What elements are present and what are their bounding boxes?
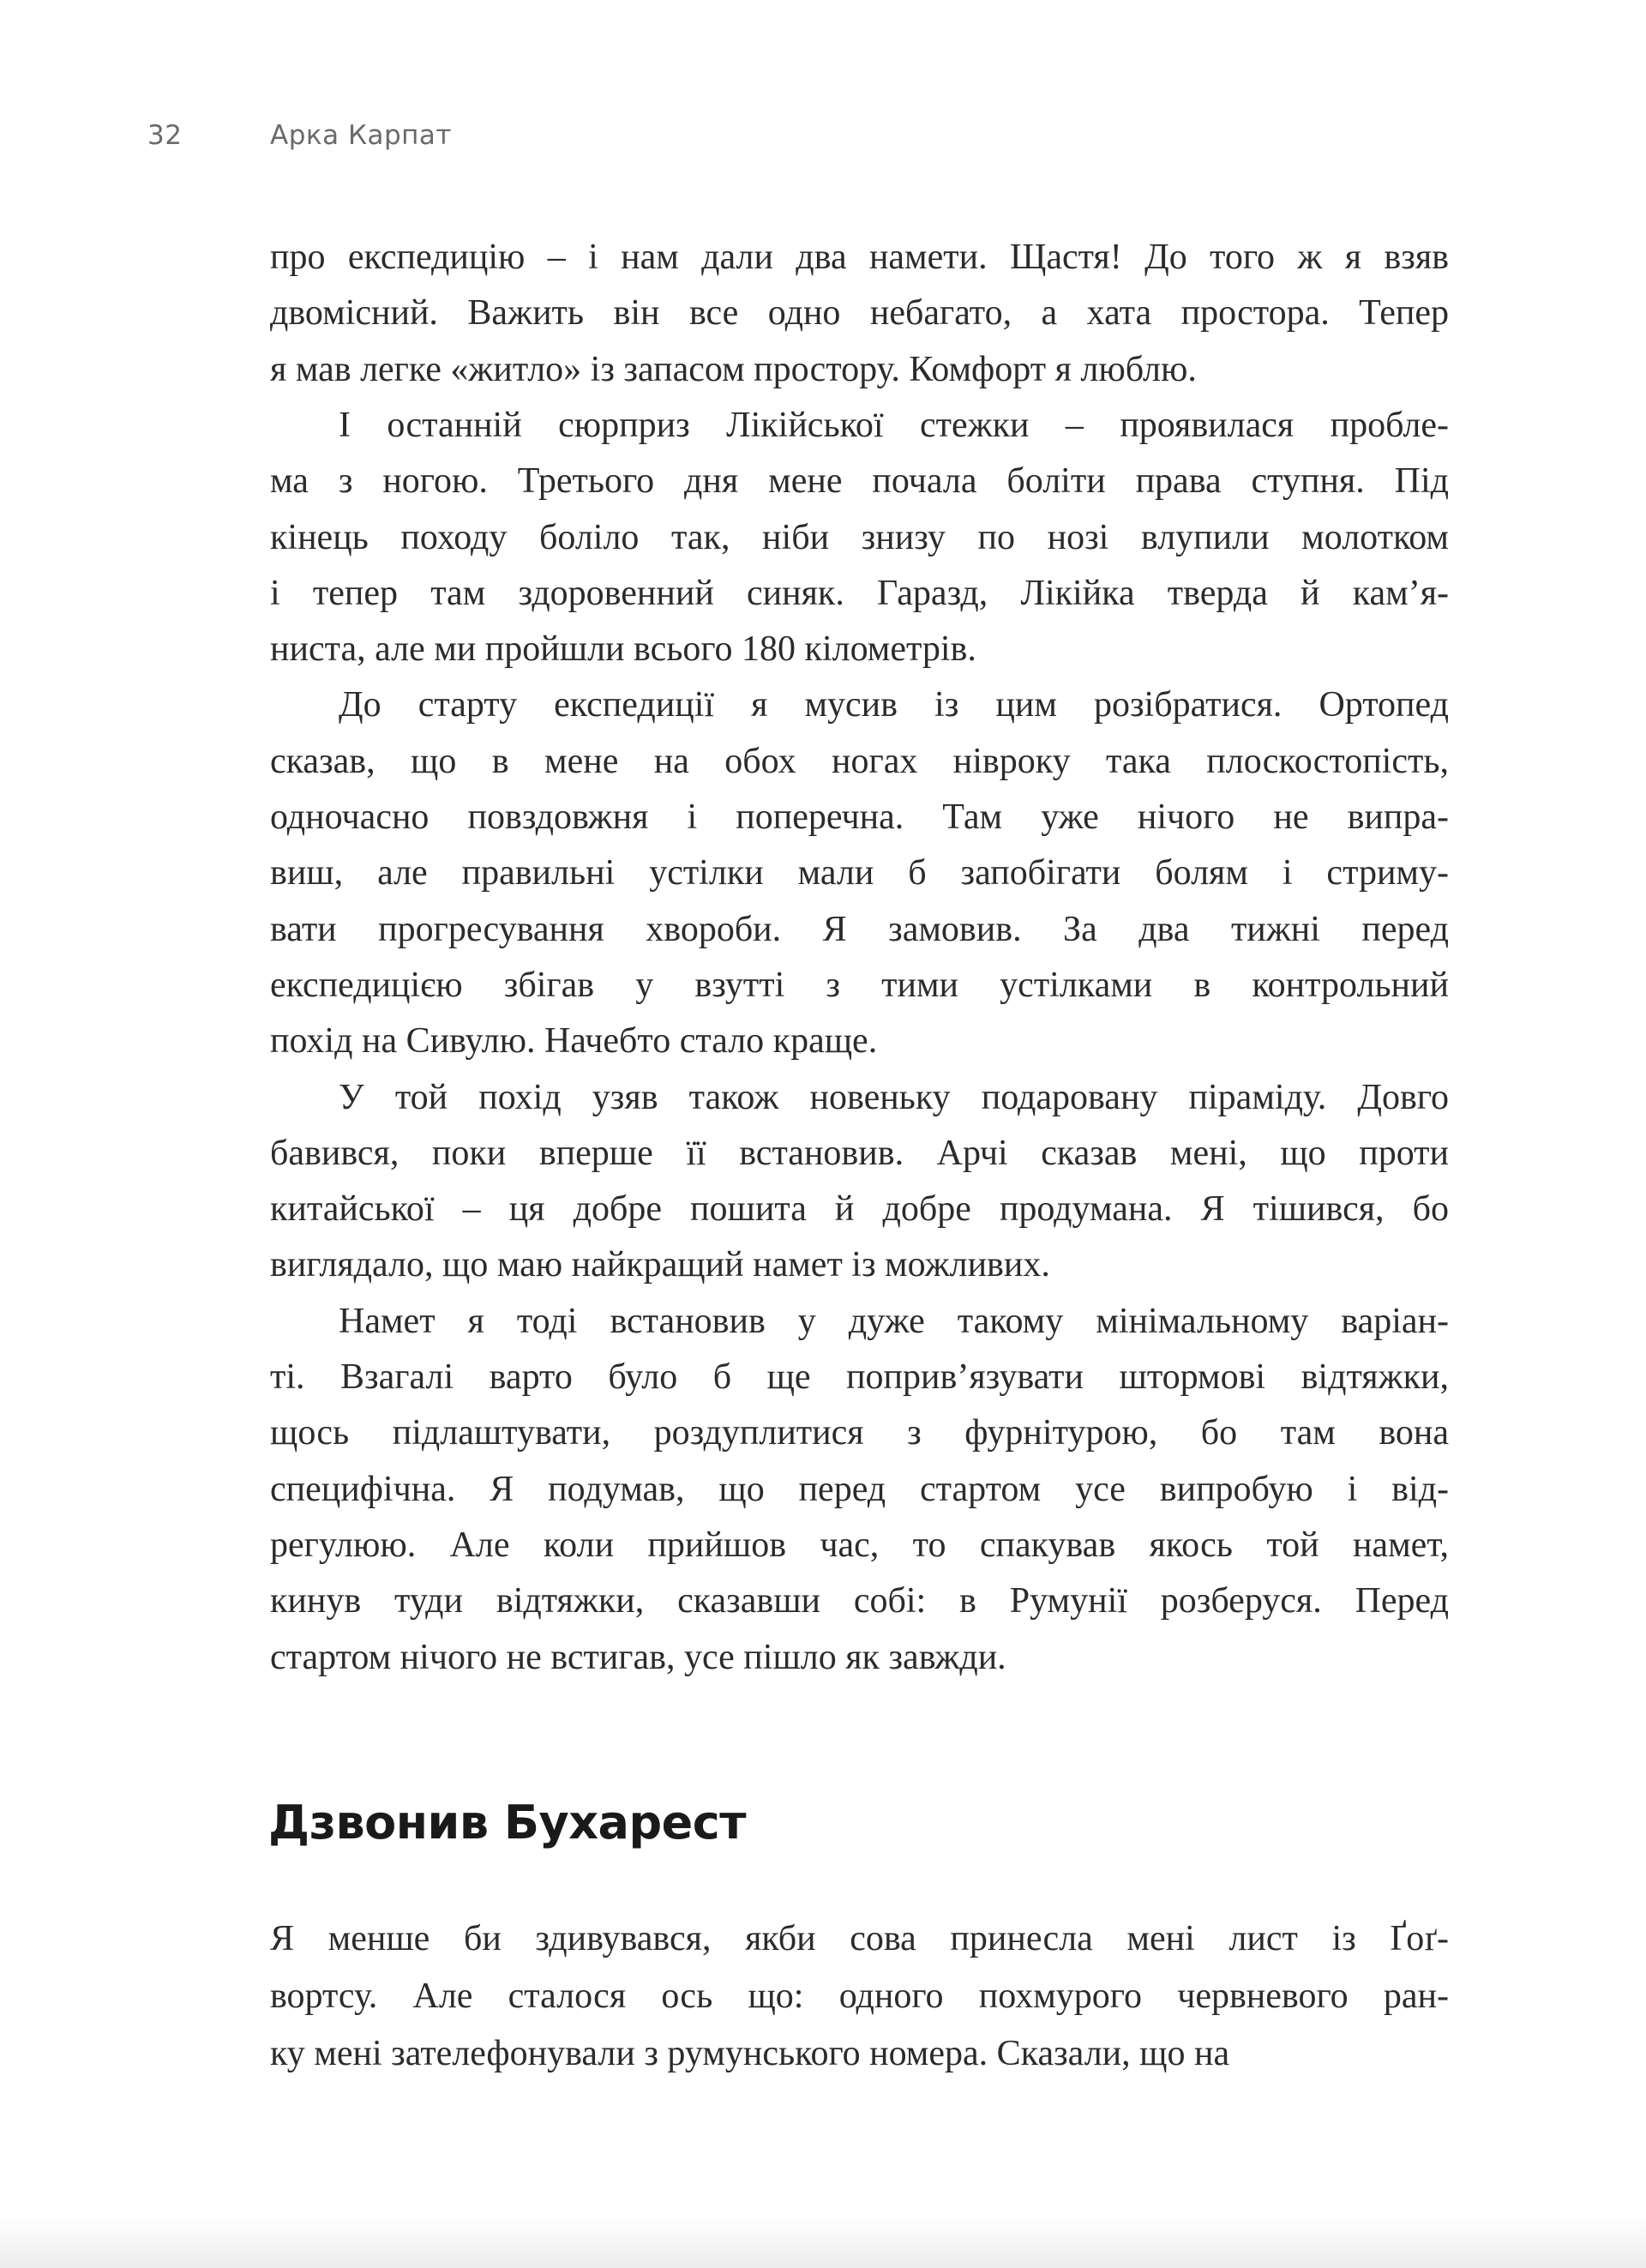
text-line: У той похід узяв також новеньку подаровану піраміду. Довго [339, 1077, 1449, 1117]
text-line: Намет я тоді встановив у дуже такому мінімальному варіан- [339, 1301, 1449, 1341]
text-line: кінець походу боліло так, ніби знизу по нозі влупили молотком [270, 517, 1449, 557]
page-bottom-shadow [0, 2217, 1646, 2268]
text-line: двомісний. Важить він все одно небагато, а хата простора. Тепер [270, 293, 1449, 334]
section-heading: Дзвонив Бухарест [268, 1796, 747, 1850]
text-line: похід на Сивулю. Начебто стало краще. [270, 1021, 878, 1062]
text-line: експедицією збігав у взутті з тими устілками в контрольний [270, 965, 1449, 1005]
text-line: ку мені зателефонували з румунського номера. Сказали, що на [270, 2034, 1230, 2073]
text-line: виш, але правильні устілки мали б запобігати болям і стриму- [270, 853, 1449, 893]
text-line: китайської – ця добре пошита й добре продумана. Я тішився, бо [270, 1189, 1449, 1230]
text-line: До старту експедиції я мусив із цим розібратися. Ортопед [339, 685, 1449, 725]
text-line: про експедицію – і нам дали два намети. Щастя! До того ж я взяв [270, 238, 1449, 277]
text-line: кинув туди відтяжки, сказавши собі: в Румунії розберуся. Перед [270, 1581, 1449, 1621]
text-line: Я менше би здивувався, якби сова принесла мені лист із Ґоґ- [270, 1919, 1449, 1958]
text-line: ниста, але ми пройшли всього 180 кілометрів. [270, 629, 976, 670]
text-line: вортсу. Але сталося ось що: одного похмурого червневого ран- [270, 1976, 1449, 2016]
text-line: ті. Взагалі варто було б ще поприв’язувати штормові відтяжки, [270, 1357, 1449, 1397]
text-line: і тепер там здоровенний синяк. Гаразд, Лікійка тверда й кам’я- [270, 573, 1449, 613]
text-line: я мав легке «житло» із запасом простору. Комфорт я люблю. [270, 349, 1197, 389]
text-line: сказав, що в мене на обох ногах нівроку така плоскостопість, [270, 741, 1449, 781]
text-line: бавився, поки вперше її встановив. Арчі сказав мені, що проти [270, 1133, 1449, 1173]
text-line: стартом нічого не встигав, усе пішло як завжди. [270, 1637, 1006, 1677]
text-line: регулюю. Але коли прийшов час, то спакував якось той намет, [270, 1525, 1449, 1565]
running-title: Арка Карпат [270, 120, 452, 151]
text-line: ма з ногою. Третього дня мене почала боліти права ступня. Під [270, 461, 1449, 502]
text-line: щось підлаштувати, роздуплитися з фурнітурою, бо там вона [270, 1413, 1449, 1453]
text-line: специфічна. Я подумав, що перед стартом усе випробую і від- [270, 1469, 1449, 1509]
text-line: виглядало, що маю найкращий намет із можливих. [270, 1245, 1050, 1285]
text-line: вати прогресування хвороби. Я замовив. За два тижні перед [270, 909, 1449, 949]
text-line: І останній сюрприз Лікійської стежки – проявилася пробле- [339, 405, 1449, 445]
text-line: одночасно повздовжня і поперечна. Там уже нічого не випра- [270, 797, 1449, 837]
page-number: 32 [147, 120, 183, 151]
